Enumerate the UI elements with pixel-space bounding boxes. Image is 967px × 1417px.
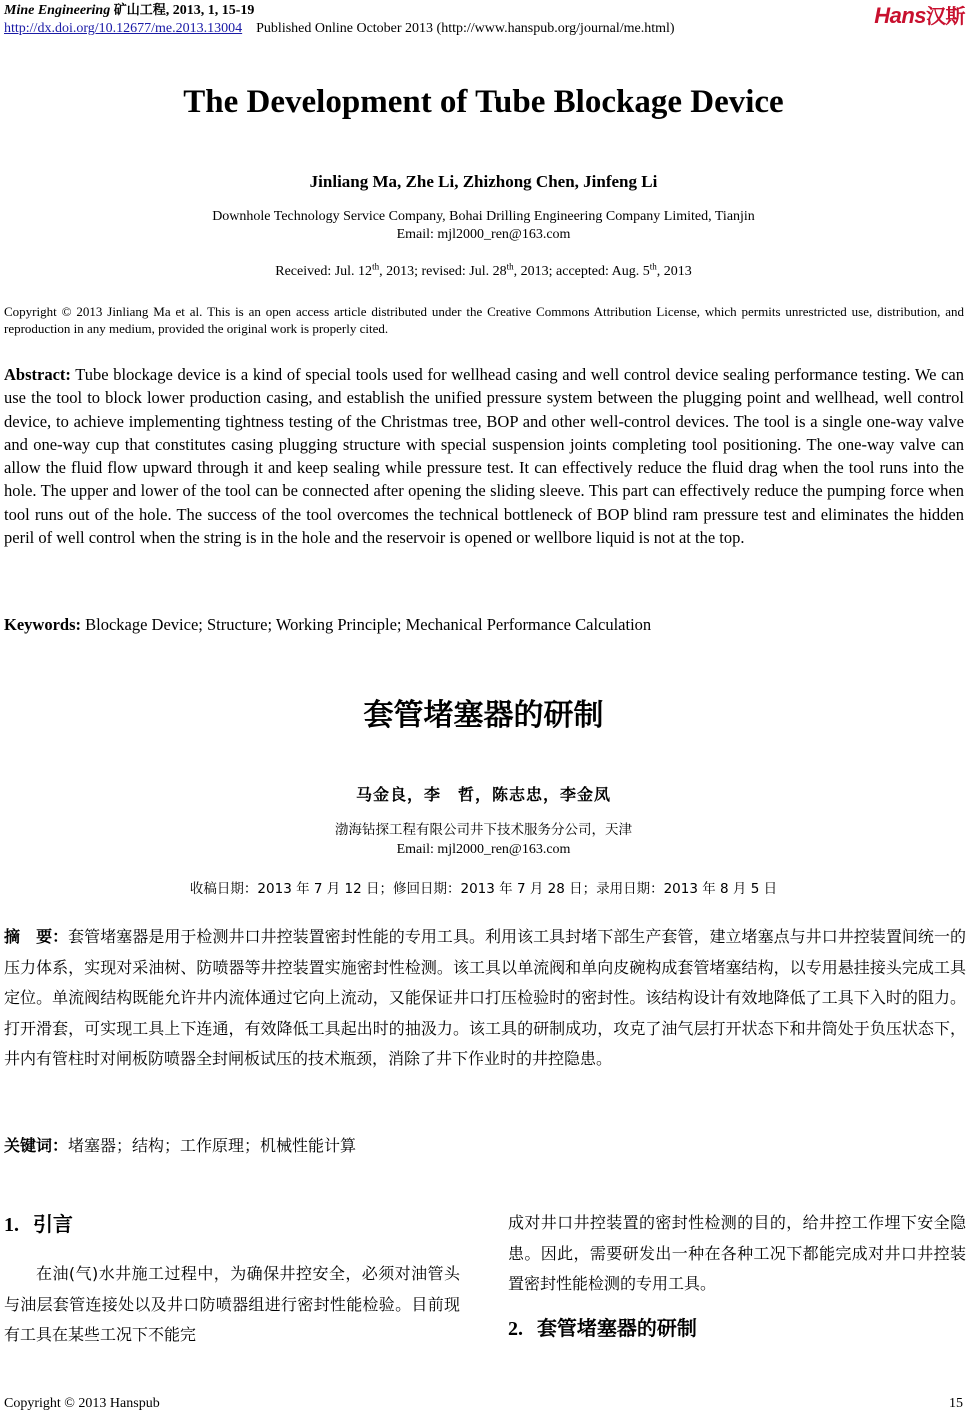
keywords-en-text: Blockage Device; Structure; Working Principle; Mechanical Performance Calculation — [85, 615, 652, 634]
abstract-en-text: Tube blockage device is a kind of special tools used for wellhead casing and well control device sealing performance testing. We can use the tool to block lower production casing, and establish the unified pressure system between the plugging point and wellhead, well control device, to achieve implementing tightness testing of the Christmas tree, BOP and other well-control devices. The tool is a single one-way valve and one-way cup that constitutes casing plugging structure with special suspension joints completing tool positioning. The one-way valve can allow the fluid flow upward through it and keep sealing while pressure test. It can effectively reduce the fluid drag when the tool runs into the hole. The upper and lower of the tool can be connected after opening the sliding sleeve. This part can effectively reduce the pumping force when tool runs out of the hole. The success of the tool overcomes the technical bottleneck of BOP blind ram pressure test and eliminates the hidden peril of well control when the string is in the hole and the reservoir is opened or wellbore liquid is not at the top. — [4, 365, 964, 548]
volume-info: , 2013, 1, 15-19 — [165, 3, 255, 18]
section-2-number: 2. — [508, 1317, 523, 1340]
received-dates-cn: 收稿日期：2013 年 7 月 12 日；修回日期：2013 年 7 月 28 日；录用日期：2013 年 8 月 5 日 — [189, 881, 778, 897]
section-1-title: 引言 — [32, 1212, 73, 1236]
authors-en: Jinliang Ma, Zhe Li, Zhizhong Chen, Jinfeng Li — [309, 172, 658, 191]
section-1-number: 1. — [4, 1214, 19, 1236]
abstract-cn-text: 套管堵塞器是用于检测井口井控装置密封性能的专用工具。利用该工具封堵下部生产套管，建立堵塞点与井口井控装置间统一的压力体系，实现对采油树、防喷器等井控装置实施密封性检测。该工具以单流阀和单向皮碗构成套管堵塞结构，以专用悬挂接头完成工具定位。单流阀结构既能允许井内流体通过它向上流动，又能保证井口打压检验时的密封性。该结构设计有效地降低了工具下入时的阻力。打开滑套，可实现工具上下连通，有效降低工具起出时的抽汲力。该工具的研制成功，攻克了油气层打开状态下和井筒处于负压状态下，井内有管柱时对闸板防喷器全封闸板试压的技术瓶颈，消除了井下作业时的井控隐患。 — [4, 927, 966, 1068]
received-date: Received: Jul. 12 — [275, 264, 373, 279]
accepted-date: , 2013; accepted: Aug. 5 — [513, 264, 650, 279]
keywords-cn — [4, 1133, 356, 1156]
section-2-heading — [508, 1312, 966, 1345]
copyright-notice: Copyright © 2013 Jinliang Ma et al. This is an open access article distributed under the Creative Commons Attribution License, which permits unrestricted use, distribution, and reproduction in any medium, provided the original work is properly cited. — [4, 304, 964, 336]
footer-copyright: Copyright © 2013 Hanspub — [4, 1396, 160, 1411]
affiliation-cn: 渤海钻探工程有限公司井下技术服务分公司，天津 — [335, 822, 632, 838]
publisher-logo — [874, 0, 965, 29]
keywords-cn-label: 关键词： — [4, 1136, 69, 1155]
email-en: Email: mjl2000_ren@163.com — [396, 227, 571, 242]
journal-line — [4, 2, 675, 20]
keywords-en — [4, 615, 651, 635]
keywords-en-label: Keywords: — [4, 615, 81, 634]
paper-title-cn: 套管堵塞器的研制 — [363, 698, 604, 733]
affiliation-en: Downhole Technology Service Company, Bohai Drilling Engineering Company Limited, Tianjin — [212, 209, 755, 224]
abstract-en-label: Abstract: — [4, 365, 71, 384]
received-sup: th — [372, 261, 380, 272]
abstract-en — [4, 363, 964, 549]
journal-name-cn: 矿山工程 — [113, 3, 166, 18]
authors-cn: 马金良，李 哲，陈志忠，李金凤 — [355, 785, 611, 804]
doi-link[interactable]: http://dx.doi.org/10.12677/me.2013.13004 — [4, 21, 243, 36]
body-column-right — [508, 1208, 966, 1345]
body-column-left — [4, 1208, 460, 1351]
revised-date: , 2013; revised: Jul. 28 — [379, 264, 507, 279]
received-dates-en — [0, 261, 967, 280]
section-1-paragraph: 在油(气)水井施工过程中，为确保井控安全，必须对油管头与油层套管连接处以及井口防喷器组进行密封性能检验。目前现有工具在某些工况下不能完 — [4, 1264, 460, 1344]
email-cn: Email: mjl2000_ren@163.com — [396, 842, 571, 857]
abstract-cn-label: 摘 要： — [4, 927, 69, 946]
doi-line — [4, 20, 675, 38]
affiliation-en-block — [0, 208, 967, 244]
revised-sup: th — [506, 261, 514, 272]
logo-text-en: Hans — [874, 3, 926, 28]
abstract-cn — [4, 922, 966, 1075]
page-number: 15 — [949, 1396, 963, 1411]
accepted-year: , 2013 — [656, 264, 692, 279]
published-online: Published Online October 2013 (http://www.hanspub.org/journal/me.html) — [256, 21, 675, 36]
paper-title-en: The Development of Tube Blockage Device — [183, 84, 784, 120]
journal-name: Mine Engineering — [4, 3, 111, 18]
running-header — [4, 2, 675, 38]
logo-text-cn: 汉斯 — [926, 4, 965, 28]
section-2-title: 套管堵塞器的研制 — [536, 1315, 697, 1340]
accepted-sup: th — [649, 261, 657, 272]
section-1-paragraph-continued: 成对井口井控装置的密封性检测的目的，给井控工作埋下安全隐患。因此，需要研发出一种在各种工况下都能完成对井口井控装置密封性能检测的专用工具。 — [508, 1213, 966, 1293]
section-1-heading — [4, 1208, 460, 1241]
keywords-cn-text: 堵塞器；结构；工作原理；机械性能计算 — [68, 1136, 357, 1155]
affiliation-cn-block — [0, 820, 967, 860]
